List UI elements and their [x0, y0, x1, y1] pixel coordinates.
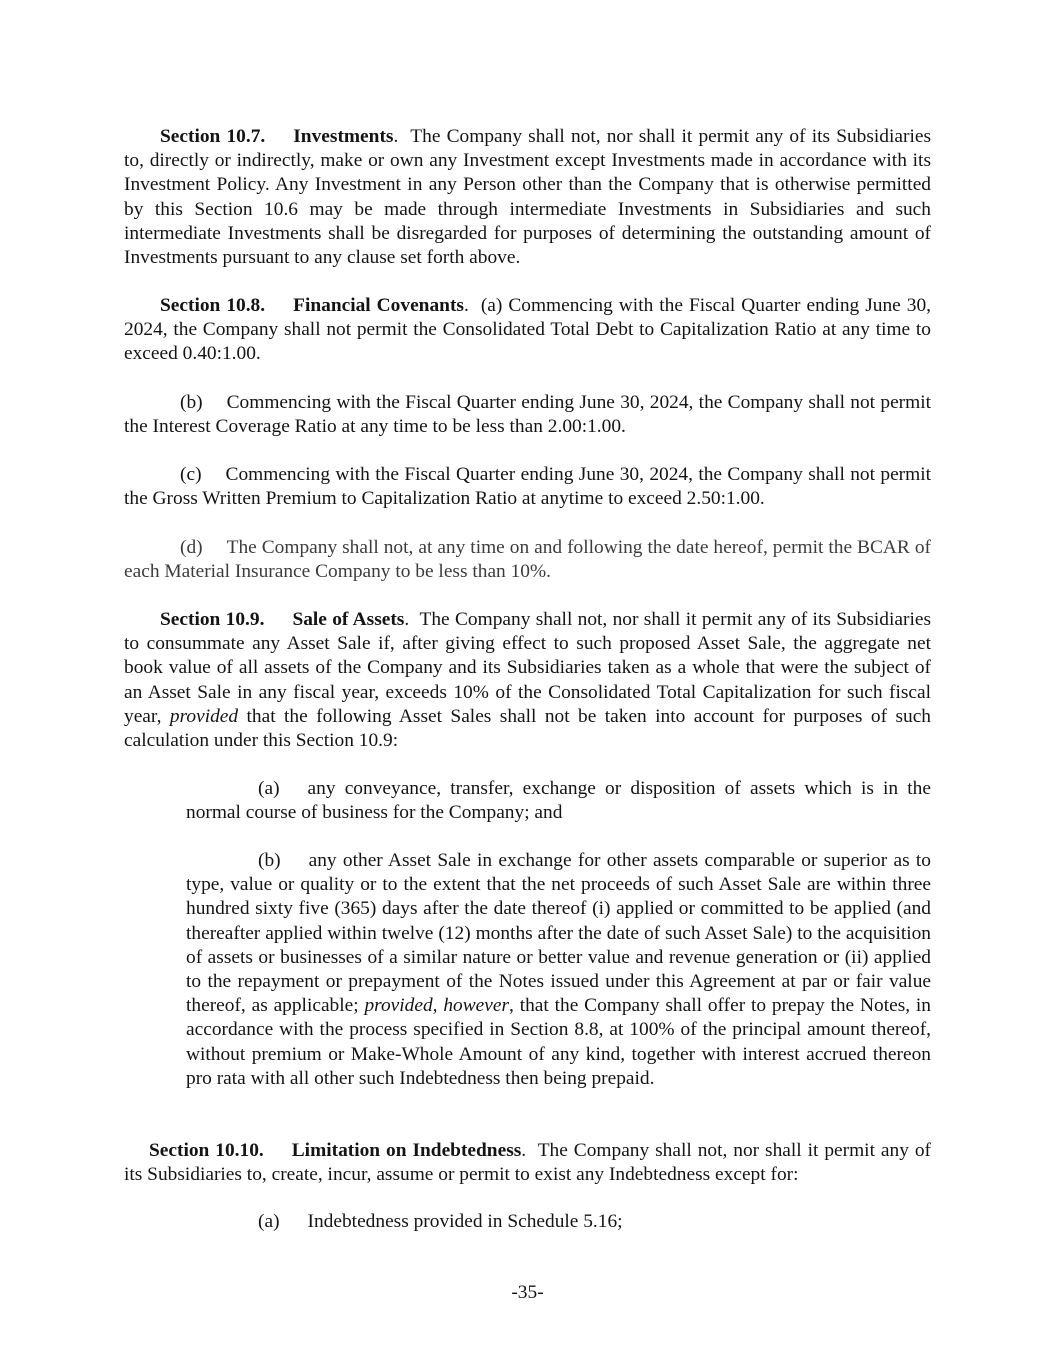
clause-label: (d) — [180, 537, 203, 558]
section-10-9-title: Sale of Assets — [292, 609, 405, 630]
clause-label: (a) — [258, 778, 280, 799]
section-10-8-number: Section 10.8. — [160, 295, 266, 316]
section-10-7-number: Section 10.7. — [160, 126, 266, 147]
section-10-9-text: The Company shall not, nor shall it permit any of its Subsidiaries to consummate any Asset Sale if, after giving effect to such proposed Asset Sale, the aggregate net book value of all assets of the Company and its Subsidiaries taken as a whole that were the subject of an Asset Sale in any fiscal year, exceeds 10% of the Consolidated Total Capitalization for such fiscal year, — [124, 609, 931, 727]
section-10-10-number: Section 10.10. — [149, 1140, 264, 1161]
provided-however-term: provided, however — [364, 995, 510, 1017]
section-10-8-title: Financial Covenants — [293, 295, 464, 316]
section-10-9-paragraph: Section 10.9. Sale of Assets. The Company shall not, nor shall it permit any of its Subsidiaries to consummate any Asset Sale if, after giving effect to such proposed Asset Sale, the aggregate net book value of all assets of the Company and its Subsidiaries taken as a whole that were the subject of an Asset Sale in any fiscal year, exceeds 10% of the Consolidated Total Capitalization for such fiscal year, provided that the following Asset Sales shall not be taken into account for purposes of such calculation under this Section 10.9: — [124, 609, 931, 752]
clause-text: Commencing with the Fiscal Quarter ending June 30, 2024, the Company shall not permit the Gross Written Premium to Capitalization Ratio at anytime to exceed 2.50:1.00. — [124, 464, 931, 510]
section-10-9-clause-b — [186, 849, 931, 1091]
provided-term: provided — [169, 705, 239, 727]
section-10-10-title: Limitation on Indebtedness — [291, 1140, 522, 1161]
clause-label: (c) — [180, 464, 202, 485]
section-10-7-paragraph: Section 10.7. Investments. The Company shall not, nor shall it permit any of its Subsidiaries to, directly or indirectly, make or own any Investment except Investments made in accordance with its Investment Policy. Any Investment in any Person other than the Company that is otherwise permitted by this Section 10.6 may be made through intermediate Investments in Subsidiaries and such intermediate Investments shall be disregarded for purposes of determining the outstanding amount of Investments pursuant to any clause set forth above. — [124, 126, 931, 269]
section-10-8-clause-b — [124, 391, 931, 439]
section-10-10-paragraph: Section 10.10. Limitation on Indebtedness. The Company shall not, nor shall it permit any of its Subsidiaries to, create, incur, assume or permit to exist any Indebtedness except for: — [124, 1140, 931, 1186]
clause-label: (b) — [258, 850, 281, 871]
clause-text-continued: , that the Company shall offer to prepay the Notes, in accordance with the process specified in Section 8.8, at 100% of the principal amount thereof, without premium or Make-Whole Amount of any kind, together with interest accrued thereon pro rata with all other such Indebtedness then being prepaid. — [186, 995, 931, 1089]
section-10-9-text-continued: that the following Asset Sales shall not be taken into account for purposes of such calculation under this Section 10.9: — [124, 705, 931, 752]
clause-text: The Company shall not, at any time on and following the date hereof, permit the BCAR of each Material Insurance Company to be less than 10%. — [124, 537, 931, 583]
clause-label: (a) — [258, 1211, 280, 1232]
section-10-8-clause-c — [124, 463, 931, 511]
section-10-8-clause-d — [124, 536, 931, 584]
clause-text: any other Asset Sale in exchange for other assets comparable or superior as to type, value or quality or to the extent that the net proceeds of such Asset Sale are within three hundred sixty five (365) days after the date thereof (i) applied or committed to be applied (and thereafter applied within twelve (12) months after the date of such Asset Sale) to the acquisition of assets or businesses of a similar nature or better value and revenue generation or (ii) applied to the repayment or prepayment of the Notes issued under this Agreement at par or fair value thereof, as applicable; — [186, 850, 931, 1017]
clause-text: Indebtedness provided in Schedule 5.16; — [307, 1211, 623, 1232]
section-10-7-title: Investments — [293, 126, 394, 147]
clause-text: Commencing with the Fiscal Quarter ending June 30, 2024, the Company shall not permit the Interest Coverage Ratio at any time to be less than 2.00:1.00. — [124, 392, 931, 438]
section-10-9-clause-a — [186, 777, 931, 825]
clause-label: (b) — [180, 392, 203, 413]
section-10-9-number: Section 10.9. — [160, 609, 265, 630]
section-10-8-paragraph: Section 10.8. Financial Covenants. (a) Commencing with the Fiscal Quarter ending June 30, 2024, the Company shall not permit the Consolidated Total Debt to Capitalization Ratio at any time to exceed 0.40:1.00. — [124, 295, 932, 365]
section-10-10-text: The Company shall not, nor shall it permit any of its Subsidiaries to, create, incur, assume or permit to exist any Indebtedness except for: — [124, 1140, 931, 1186]
page-number: -35- — [511, 1282, 544, 1303]
clause-text: any conveyance, transfer, exchange or disposition of assets which is in the normal course of business for the Company; and — [186, 778, 931, 824]
section-10-8-text: (a) Commencing with the Fiscal Quarter ending June 30, 2024, the Company shall not permit the Consolidated Total Debt to Capitalization Ratio at any time to exceed 0.40:1.00. — [124, 295, 932, 365]
section-10-10-clause-a — [124, 1210, 931, 1234]
section-10-7-text: The Company shall not, nor shall it permit any of its Subsidiaries to, directly or indirectly, make or own any Investment except Investments made in accordance with its Investment Policy. Any Investment in any Person other than the Company that is otherwise permitted by this Section 10.6 may be made through intermediate Investments in Subsidiaries and such intermediate Investments shall be disregarded for purposes of determining the outstanding amount of Investments pursuant to any clause set forth above. — [124, 126, 931, 269]
